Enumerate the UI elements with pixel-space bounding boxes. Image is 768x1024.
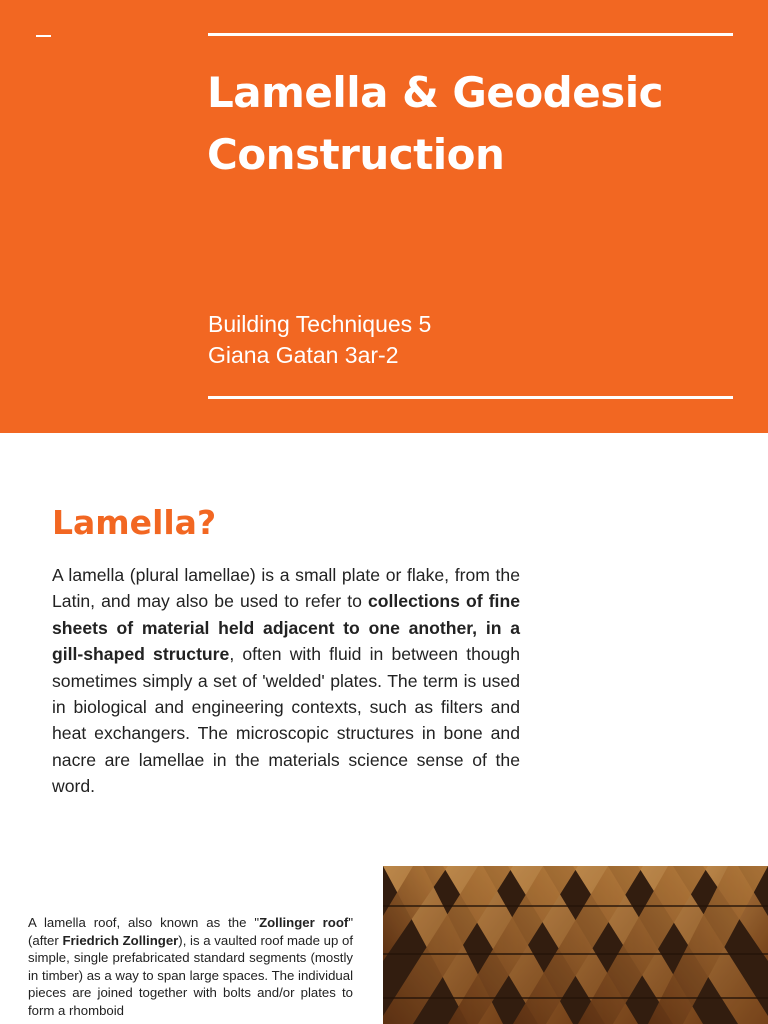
cover-banner (0, 0, 768, 433)
definition-text-1: A lamella (plural lamellae) is a small plate or flake, from the Latin, and may also be used to refer to (52, 565, 520, 612)
author-name: Giana Gatan 3ar-2 (208, 342, 399, 368)
lamella-definition (52, 562, 520, 800)
title-line-1: Lamella & Geodesic (207, 68, 664, 117)
note-bold-1: Zollinger roof (259, 915, 349, 930)
definition-text-2: , often with fluid in between though sometimes simply a set of 'welded' plates. The term is used in biological and engineering contexts, such as filters and heat exchangers. The microscopic structures in bone and nacre are lamellae in the materials science sense of the word. (52, 644, 521, 797)
top-rule (208, 33, 733, 36)
note-text-2: " (after (28, 915, 354, 948)
section-heading: Lamella? (52, 503, 217, 542)
lamella-roof-image (383, 866, 768, 1024)
course-name: Building Techniques 5 (208, 311, 432, 337)
note-text-1: A lamella roof, also known as the " (28, 915, 260, 930)
note-text-3: ), is a vaulted roof made up of simple, single prefabricated standard segments (mostly in timber) as a way to span large spaces. The individual pieces are joined together with bolts and/or plates to form a rhomboid (28, 932, 353, 1018)
definition-bold: collections of fine sheets of material held adjacent to one another, in a gill-shaped structure (52, 591, 520, 665)
bottom-rule (208, 396, 733, 399)
note-bold-2: Friedrich Zollinger (62, 932, 179, 948)
lamella-roof-photo (383, 866, 768, 1024)
lamella-roof-note (28, 914, 353, 1019)
title-line-2: Construction (207, 130, 505, 179)
page-title (207, 62, 747, 186)
subtitle (208, 309, 431, 371)
corner-dash (36, 35, 51, 37)
